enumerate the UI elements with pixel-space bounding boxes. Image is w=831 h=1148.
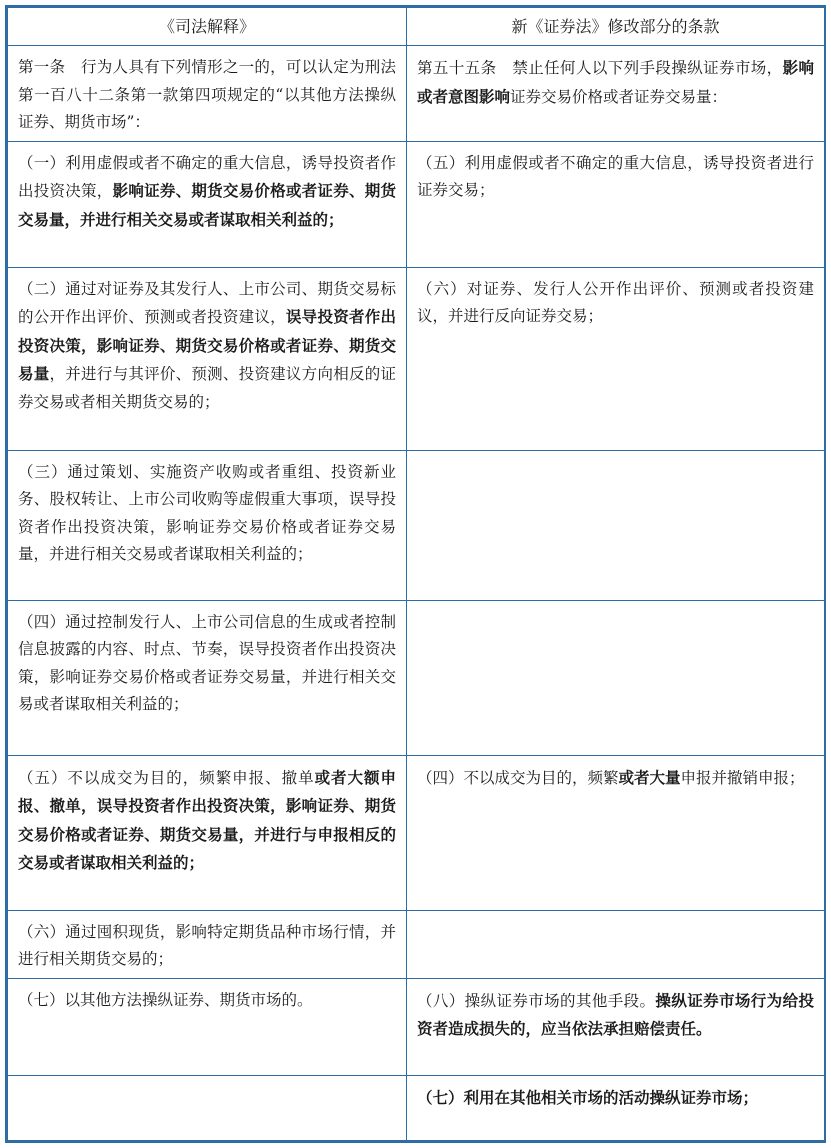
- header-new-securities-law: 新《证券法》修改部分的条款: [407, 8, 825, 46]
- header-judicial-interpretation: 《司法解释》: [8, 8, 407, 46]
- cell-text: （五）利用虚假或者不确定的重大信息，诱导投资者进行证券交易；: [417, 153, 814, 199]
- table-row: [8, 1075, 825, 1141]
- cell-judicial: [8, 755, 407, 910]
- cell-securities-law: [407, 267, 825, 450]
- cell-text-bold: 误导投资者作出投资决策，影响证券、期货交易价格或者证券、期货交易量: [18, 307, 396, 383]
- cell-text: （五）不以成交为目的，频繁申报、撤单: [18, 768, 315, 787]
- comparison-document: [5, 5, 826, 1143]
- cell-text: （六）通过囤积现货，影响特定期货品种市场行情，并进行相关期货交易的；: [18, 922, 396, 968]
- cell-text: 申报并撤销申报；: [680, 768, 805, 787]
- cell-text-bold: 影响证券、期货交易价格或者证券、期货交易量，并进行相关交易或者谋取相关利益的；: [18, 181, 396, 229]
- cell-text-bold: 操纵证券市场行为给投资者造成损失的，应当依法承担赔偿责任。: [417, 990, 814, 1038]
- cell-judicial: [8, 141, 407, 267]
- cell-text-bold: 影响或者意图影响: [417, 58, 814, 106]
- cell-text: （四）通过控制发行人、上市公司信息的生成或者控制信息披露的内容、时点、节奏，误导投资者作出投资决策，影响证券交易价格或者证券交易量，并进行相关交易或者谋取相关利益的；: [18, 612, 396, 713]
- table-row: [8, 141, 825, 267]
- cell-text: 证券交易价格或者证券交易量：: [510, 87, 728, 106]
- cell-judicial: [8, 910, 407, 978]
- table-row: [8, 450, 825, 600]
- cell-text: ，并进行与其评价、预测、投资建议方向相反的证券交易或者相关期货交易的；: [18, 365, 396, 411]
- cell-securities-law: [407, 1075, 825, 1141]
- cell-text-bold: 或者大额申报、撤单，误导投资者作出投资决策，影响证券、期货交易价格或者证券、期货交易量，并进行与申报相反的交易或者谋取相关利益的；: [18, 767, 396, 872]
- table-row: [8, 267, 825, 450]
- cell-judicial: [8, 267, 407, 450]
- cell-text-bold: 或者大量: [618, 767, 681, 787]
- cell-text: （三）通过策划、实施资产收购或者重组、投资新业务、股权转让、上市公司收购等虚假重大事项，误导投资者作出投资决策，影响证券交易价格或者证券交易量，并进行相关交易或者谋取相关利益的；: [18, 462, 396, 563]
- cell-text: 第五十五条 禁止任何人以下列手段操纵证券市场，: [417, 59, 783, 77]
- cell-text: （八）操纵证券市场的其他手段。: [417, 991, 656, 1010]
- cell-securities-law-empty: [407, 600, 825, 755]
- cell-text: （四）不以成交为目的，频繁: [417, 768, 619, 787]
- cell-securities-law: [407, 978, 825, 1075]
- cell-judicial: [8, 978, 407, 1075]
- cell-text: （六）对证券、发行人公开作出评价、预测或者投资建议，并进行反向证券交易；: [417, 279, 814, 325]
- cell-judicial: [8, 600, 407, 755]
- cell-judicial: [8, 46, 407, 142]
- cell-text: （七）以其他方法操纵证券、期货市场的。: [18, 990, 313, 1009]
- cell-text-bold: （七）利用在其他相关市场的活动操纵证券市场；: [417, 1087, 759, 1107]
- cell-text: 第一条 行为人具有下列情形之一的，可以认定为刑法第一百八十二条第一款第四项规定的“以其他方法操纵证券、期货市场”：: [18, 58, 396, 131]
- table-row: [8, 46, 825, 142]
- cell-securities-law: [407, 755, 825, 910]
- cell-text: （一）利用虚假或者不确定的重大信息，诱导投资者作出投资决策，: [18, 153, 396, 200]
- table-row: [8, 910, 825, 978]
- cell-securities-law: [407, 46, 825, 142]
- cell-securities-law-empty: [407, 450, 825, 600]
- cell-judicial: [8, 450, 407, 600]
- table-row: [8, 978, 825, 1075]
- table-row: [8, 755, 825, 910]
- cell-judicial-empty: [8, 1075, 407, 1141]
- cell-securities-law: [407, 141, 825, 267]
- comparison-table: [7, 7, 825, 1141]
- cell-securities-law-empty: [407, 910, 825, 978]
- cell-text: （二）通过对证券及其发行人、上市公司、期货交易标的公开作出评价、预测或者投资建议，: [18, 279, 396, 326]
- header-row: [8, 8, 825, 46]
- table-row: [8, 600, 825, 755]
